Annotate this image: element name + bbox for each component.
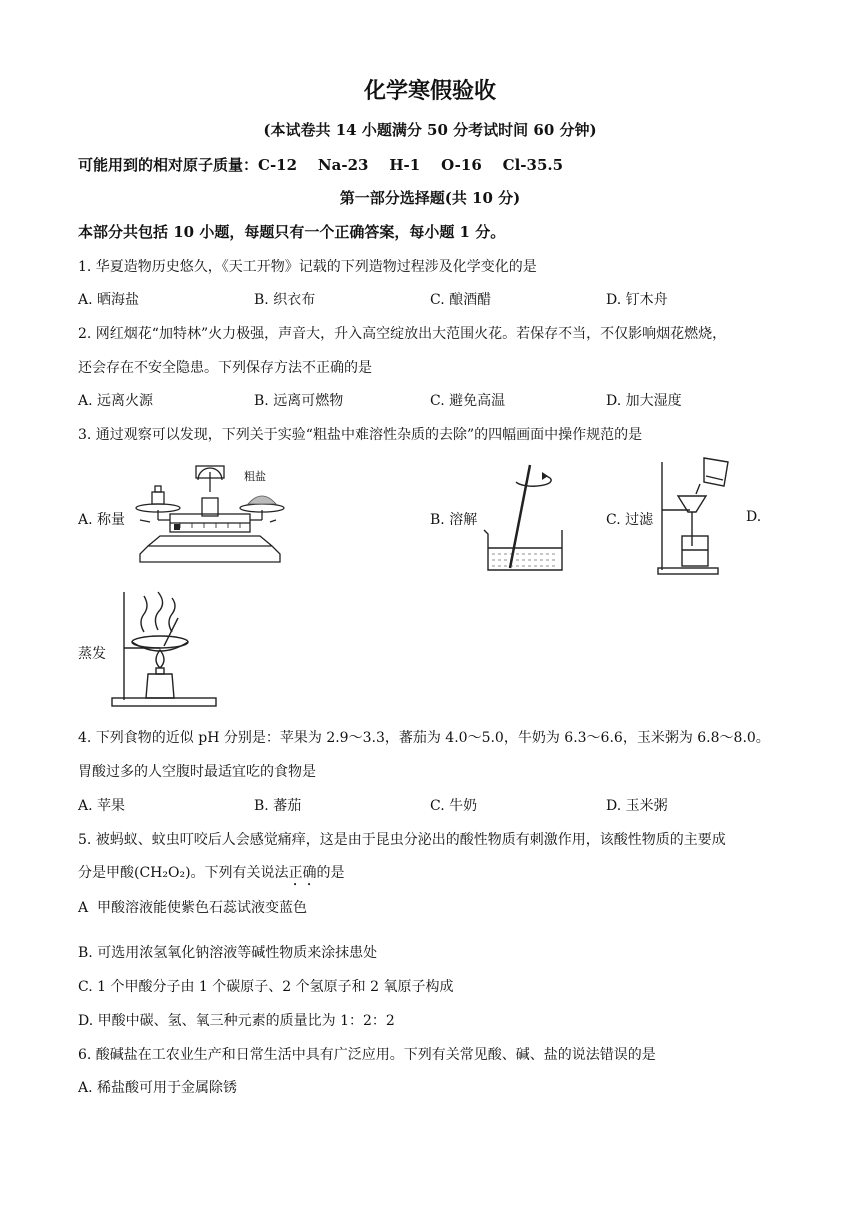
filter-illustration: [656, 456, 741, 576]
coarse-salt-label: 粗盐: [244, 470, 266, 483]
q1-option-b: B. 织衣布: [254, 292, 316, 308]
q5-stem-line2-pre: 分是甲酸(CH₂O₂)。下列有关说法: [78, 865, 289, 881]
q4-option-a: A. 苹果: [78, 798, 126, 814]
evaporation-illustration: [108, 588, 218, 708]
q4-option-d: D. 玉米粥: [606, 798, 668, 814]
q2-option-b: B. 远离可燃物: [254, 393, 344, 409]
q4-stem-line1: 4. 下列食物的近似 pH 分别是：苹果为 2.9～3.3，蕃茄为 4.0～5.0，牛奶为 6.3～6.6，玉米粥为 6.8～8.0。: [78, 730, 770, 746]
page-title: 化学寒假验收: [363, 78, 496, 104]
q5-stem-line2: [78, 862, 345, 889]
q5-stem-line1: 5. 被蚂蚁、蚊虫叮咬后人会感觉痛痒，这是由于昆虫分泌出的酸性物质有刺激作用，该酸性物质的主要成: [78, 832, 726, 848]
q6-stem: 6. 酸碱盐在工农业生产和日常生活中具有广泛应用。下列有关常见酸、碱、盐的说法错误的是: [78, 1047, 656, 1063]
q5-option-b: B. 可选用浓氢氧化钠溶液等碱性物质来涂抹患处: [78, 945, 378, 961]
q2-option-d: D. 加大湿度: [606, 393, 682, 409]
q5-stem-line2-post: 的是: [316, 865, 345, 881]
q4-option-c: C. 牛奶: [430, 798, 478, 814]
atomic-masses: 可能用到的相对原子质量：C-12 Na-23 H-1 O-16 Cl-35.5: [78, 156, 564, 174]
q1-option-a: A. 晒海盐: [78, 292, 140, 308]
q3-option-d: D.: [746, 509, 762, 525]
q2-stem-line2: 还会存在不安全隐患。下列保存方法不正确的是: [78, 360, 372, 376]
q2-stem-line1: 2. 网红烟花“加特林”火力极强，声音大，升入高空绽放出大范围火花。若保存不当，不仅影响烟花燃烧，: [78, 326, 727, 342]
q4-option-b: B. 蕃茄: [254, 798, 302, 814]
q5-option-c: C. 1 个甲酸分子由 1 个碳原子、2 个氢原子和 2 氧原子构成: [78, 979, 454, 995]
q3-option-b: B. 溶解: [430, 512, 478, 528]
exam-info: (本试卷共 14 小题满分 50 分考试时间 60 分钟): [263, 121, 597, 139]
balance-illustration: [130, 462, 290, 567]
q5-stem-emphasis: 正确: [288, 865, 317, 881]
q6-option-a: A. 稀盐酸可用于金属除锈: [78, 1080, 238, 1096]
q2-option-a: A. 远离火源: [78, 393, 154, 409]
q3-option-c: C. 过滤: [606, 512, 654, 528]
q2-option-c: C. 避免高温: [430, 393, 506, 409]
q5-option-d: D. 甲酸中碳、氢、氧三种元素的质量比为 1：2：2: [78, 1013, 395, 1029]
part-instruction: 本部分共包括 10 小题，每题只有一个正确答案，每小题 1 分。: [78, 223, 506, 241]
q3-stem: 3. 通过观察可以发现，下列关于实验“粗盐中难溶性杂质的去除”的四幅画面中操作规范的是: [78, 427, 643, 443]
q5-option-a: A 甲酸溶液能使紫色石蕊试液变蓝色: [78, 900, 308, 916]
dissolve-illustration: [480, 460, 570, 575]
q3-option-a: A. 称量: [78, 512, 126, 528]
q1-option-d: D. 钉木舟: [606, 292, 668, 308]
q1-stem: 1. 华夏造物历史悠久，《天工开物》记载的下列造物过程涉及化学变化的是: [78, 259, 537, 275]
q1-option-c: C. 酿酒醋: [430, 292, 492, 308]
part-title: 第一部分选择题(共 10 分): [339, 189, 521, 207]
q3-option-d-label: 蒸发: [78, 646, 106, 662]
q4-stem-line2: 胃酸过多的人空腹时最适宜吃的食物是: [78, 764, 316, 780]
